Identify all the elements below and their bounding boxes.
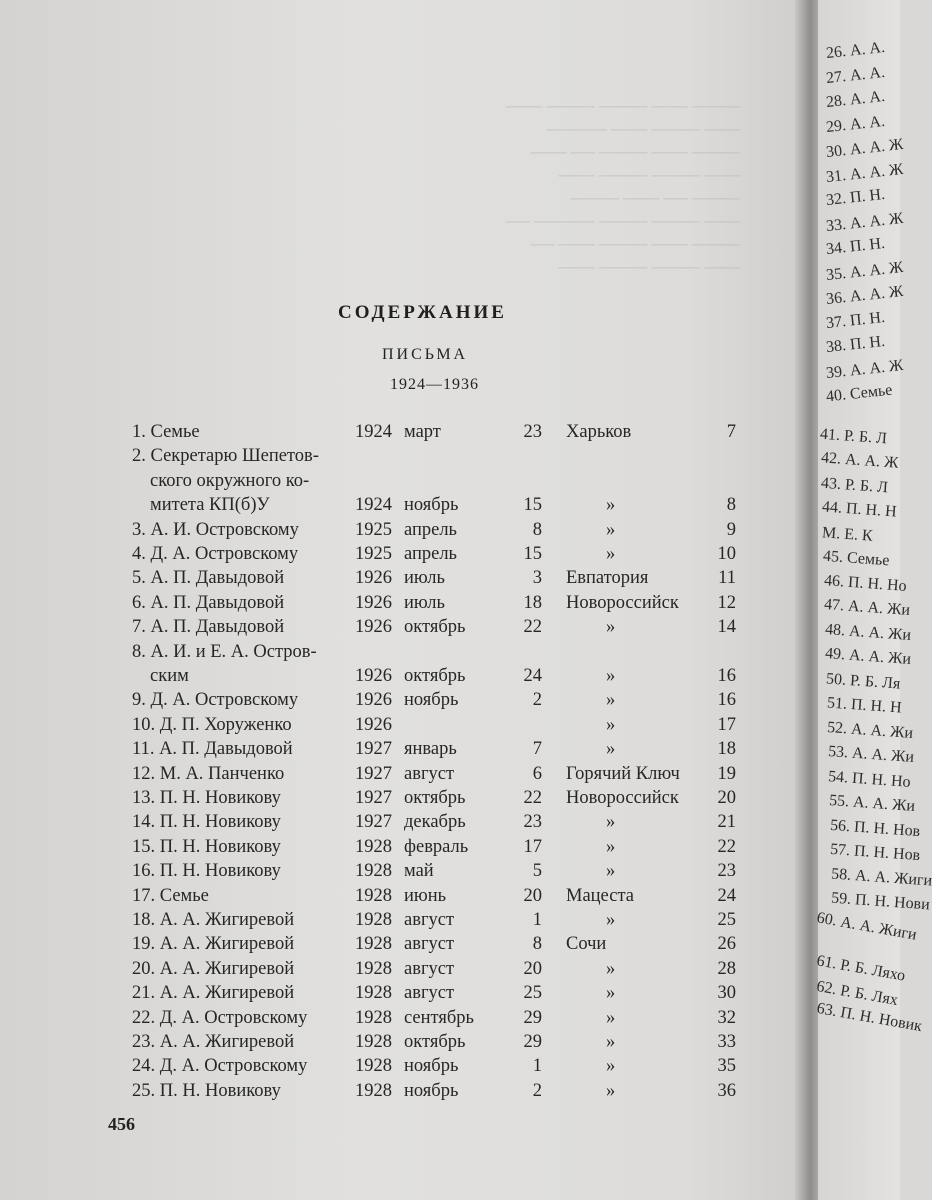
next-page-line: 41. Р. Б. Л <box>819 425 888 447</box>
toc-day: 20 <box>523 958 542 979</box>
toc-day: 15 <box>523 544 542 564</box>
bleed-line: ─── ──── ──── ───── ── <box>506 212 740 231</box>
toc-page: 21 <box>717 812 736 833</box>
toc-row <box>0 664 800 688</box>
toc-year: 1926 <box>355 592 392 613</box>
toc-month: март <box>404 422 441 442</box>
toc-year: 1926 <box>355 690 392 711</box>
bleed-line: ─── ──── ─── ───── <box>546 120 740 139</box>
toc-place: Сочи <box>566 934 607 955</box>
toc-month: апрель <box>404 544 457 564</box>
next-page-line: 53. А. А. Жи <box>827 743 915 766</box>
toc-month: август <box>404 983 455 1004</box>
toc-row <box>0 810 800 834</box>
toc-month: июль <box>404 592 445 613</box>
toc-recipient: 21. А. А. Жигиревой <box>132 983 295 1004</box>
toc-month: октябрь <box>404 666 466 686</box>
toc-page: 7 <box>726 422 736 442</box>
toc-month: июнь <box>404 885 447 906</box>
next-page-line: 31. А. А. Ж <box>825 160 905 186</box>
toc-year: 1928 <box>355 861 392 882</box>
toc-row <box>0 566 800 590</box>
toc-day: 1 <box>532 1056 542 1077</box>
toc-year: 1928 <box>355 910 392 930</box>
toc-year: 1926 <box>355 568 392 589</box>
toc-recipient: 4. Д. А. Островскому <box>132 544 299 564</box>
toc-day: 8 <box>532 519 542 540</box>
next-page-line: 40. Семье <box>825 381 894 406</box>
toc-page: 14 <box>717 617 736 638</box>
bleed-line: ──── ─── ──── ── ─── <box>530 143 740 162</box>
next-page-line: 26. А. А. <box>825 38 886 63</box>
toc-place: » <box>606 690 616 711</box>
next-page-line: М. Е. К <box>821 523 874 545</box>
toc-month: октябрь <box>404 788 466 808</box>
toc-row <box>0 835 800 859</box>
toc-day: 17 <box>523 836 542 857</box>
next-page-line: 38. П. Н. <box>825 332 886 357</box>
bleed-line: ──── ── ─── ──── <box>570 189 740 208</box>
toc-place: » <box>606 739 616 760</box>
toc-year: 1928 <box>355 885 392 906</box>
toc-month: ноябрь <box>404 690 459 711</box>
toc-row <box>0 932 800 956</box>
toc-day: 22 <box>523 788 542 808</box>
next-page-line: 47. А. А. Жи <box>823 596 911 619</box>
next-page-line: 39. А. А. Ж <box>825 356 905 382</box>
next-page-line: 44. П. Н. Н <box>821 498 898 521</box>
toc-recipient: 7. А. П. Давыдовой <box>132 617 285 638</box>
toc-year: 1928 <box>355 958 392 979</box>
toc-place: » <box>606 544 616 564</box>
toc-recipient: 14. П. Н. Новикову <box>132 812 281 833</box>
toc-row <box>0 1030 800 1054</box>
toc-month: ноябрь <box>404 495 459 516</box>
toc-place: » <box>606 495 616 516</box>
toc-place: Новороссийск <box>566 592 679 613</box>
next-page-line: 30. А. А. Ж <box>825 136 905 162</box>
toc-year: 1926 <box>355 666 392 686</box>
next-page-line: 42. А. А. Ж <box>820 449 899 472</box>
next-page-line: 36. А. А. Ж <box>825 283 905 309</box>
next-page-line: 51. П. Н. Н <box>826 694 902 717</box>
toc-page: 11 <box>718 568 736 589</box>
toc-month: октябрь <box>404 617 466 638</box>
toc-page: 20 <box>717 788 736 808</box>
bleed-line: ─── ──── ──── ─── <box>558 166 740 185</box>
next-page-line: 43. Р. Б. Л <box>820 474 889 496</box>
toc-row <box>0 1079 800 1103</box>
toc-day: 20 <box>523 885 542 906</box>
toc-day: 22 <box>523 617 542 638</box>
toc-page: 23 <box>717 861 736 882</box>
next-page-line: 62. Р. Б. Лях <box>815 977 900 1009</box>
toc-row <box>0 688 800 712</box>
toc-page: 16 <box>717 666 736 686</box>
toc-place: Евпатория <box>566 568 649 589</box>
toc-page: 25 <box>717 910 736 930</box>
next-page-line: 32. П. Н. <box>825 185 886 210</box>
next-page-line: 48. А. А. Жи <box>824 620 912 644</box>
toc-page: 28 <box>717 958 736 979</box>
toc-year: 1927 <box>355 763 392 784</box>
toc-page: 36 <box>717 1080 736 1101</box>
page-number: 456 <box>108 1114 135 1134</box>
toc-year: 1928 <box>355 934 392 955</box>
toc-recipient: 22. Д. А. Островскому <box>132 1007 308 1028</box>
toc-place: Горячий Ключ <box>566 763 680 784</box>
toc-row <box>0 1054 800 1078</box>
toc-place: » <box>606 861 616 882</box>
toc-recipient: 25. П. Н. Новикову <box>132 1080 281 1101</box>
toc-place: Мацеста <box>566 885 634 906</box>
toc-year: 1928 <box>355 983 392 1004</box>
next-page-line: 61. Р. Б. Ляхо <box>815 952 907 985</box>
next-page-line: 59. П. Н. Нови <box>830 889 931 914</box>
toc-month: август <box>404 910 455 930</box>
toc-place: » <box>606 1007 616 1028</box>
toc-row <box>0 493 800 517</box>
toc-month: февраль <box>404 836 469 857</box>
toc-recipient: 16. П. Н. Новикову <box>132 861 281 882</box>
next-page-line: 52. А. А. Жи <box>826 718 914 742</box>
toc-row <box>0 542 800 566</box>
next-page-line: 58. А. А. Жиги <box>830 864 932 890</box>
toc-row <box>0 444 800 468</box>
toc-day: 23 <box>523 422 542 442</box>
toc-row <box>0 420 800 444</box>
toc-row <box>0 591 800 615</box>
toc-year: 1928 <box>355 1056 392 1077</box>
bleed-line: ──── ─── ──── ──── ─── <box>506 97 740 116</box>
toc-day: 29 <box>523 1007 542 1028</box>
toc-place: » <box>606 1056 616 1077</box>
toc-month: апрель <box>404 519 457 540</box>
next-page-line: 37. П. Н. <box>825 308 886 332</box>
toc-day: 24 <box>523 666 542 686</box>
toc-year: 1925 <box>355 519 392 540</box>
next-page-line: 54. П. Н. Но <box>827 767 912 791</box>
toc-day: 15 <box>523 495 542 516</box>
toc-recipient: 15. П. Н. Новикову <box>132 836 281 857</box>
toc-page: 33 <box>717 1032 736 1052</box>
toc-recipient: 13. П. Н. Новикову <box>132 788 281 808</box>
toc-row <box>0 957 800 981</box>
next-page-line: 28. А. А. <box>825 87 886 112</box>
toc-row <box>0 786 800 810</box>
toc-place: » <box>606 812 616 833</box>
right-page <box>815 0 932 1200</box>
toc-recipient: ского окружного ко- <box>150 470 310 491</box>
toc-page: 24 <box>717 885 736 906</box>
toc-year: 1927 <box>355 788 392 808</box>
toc-year: 1925 <box>355 544 392 564</box>
toc-year: 1927 <box>355 739 392 760</box>
toc-month: май <box>404 861 434 882</box>
toc-page: 32 <box>717 1007 736 1028</box>
toc-year: 1926 <box>355 714 392 735</box>
toc-year: 1928 <box>355 836 392 857</box>
toc-year: 1928 <box>355 1080 392 1101</box>
toc-year: 1927 <box>355 812 392 833</box>
toc-day: 7 <box>532 739 542 760</box>
toc-day: 18 <box>523 592 542 613</box>
toc-page: 12 <box>717 592 736 613</box>
toc-row <box>0 859 800 883</box>
toc-day: 2 <box>532 1080 542 1101</box>
section-title: ПИСЬМА <box>382 346 469 363</box>
toc-recipient: 8. А. И. и Е. А. Остров- <box>132 641 317 662</box>
toc-day: 8 <box>532 934 542 955</box>
toc-recipient: ским <box>150 666 189 686</box>
toc-day: 1 <box>532 910 542 930</box>
toc-recipient: 10. Д. П. Хоруженко <box>132 714 292 735</box>
toc-page: 10 <box>717 544 736 564</box>
toc-row <box>0 981 800 1005</box>
toc-month: ноябрь <box>404 1056 459 1077</box>
toc-day: 6 <box>532 763 542 784</box>
toc-row <box>0 640 800 664</box>
toc-page: 17 <box>717 714 736 735</box>
toc-day: 3 <box>532 568 542 589</box>
toc-day: 29 <box>523 1032 542 1052</box>
toc-year: 1926 <box>355 617 392 638</box>
next-page-line: 55. А. А. Жи <box>828 792 916 815</box>
next-page-line: 45. Семье <box>822 547 891 570</box>
toc-month: декабрь <box>404 812 466 833</box>
toc-row <box>0 1006 800 1030</box>
toc-row <box>0 737 800 761</box>
toc-page: 8 <box>726 495 736 516</box>
toc-year: 1924 <box>355 422 392 442</box>
toc-page: 35 <box>717 1056 736 1077</box>
toc-recipient: 5. А. П. Давыдовой <box>132 568 285 589</box>
toc-recipient: митета КП(б)У <box>150 495 270 516</box>
toc-row <box>0 762 800 786</box>
toc-place: » <box>606 714 616 735</box>
toc-page: 18 <box>717 739 736 760</box>
toc-month: январь <box>404 739 457 760</box>
toc-recipient: 24. Д. А. Островскому <box>132 1056 308 1077</box>
toc-month: ноябрь <box>404 1080 459 1101</box>
toc-recipient: 19. А. А. Жигиревой <box>132 934 295 955</box>
toc-recipient: 18. А. А. Жигиревой <box>132 910 295 930</box>
next-page-line: 27. А. А. <box>825 63 886 87</box>
toc-place: Харьков <box>566 422 632 442</box>
toc-recipient: 11. А. П. Давыдовой <box>132 739 293 760</box>
toc-row <box>0 518 800 542</box>
toc-page: 16 <box>717 690 736 711</box>
section-years: 1924—1936 <box>390 376 479 393</box>
toc-place: » <box>606 666 616 686</box>
toc-year: 1924 <box>355 495 392 516</box>
toc-page: 9 <box>726 519 736 540</box>
next-page-line: 50. Р. Б. Ля <box>825 669 901 693</box>
bleed-line: ─── ──── ──── ─── <box>558 258 740 277</box>
toc-month: октябрь <box>404 1032 466 1052</box>
next-page-line: 29. А. А. <box>825 112 886 136</box>
toc-row <box>0 884 800 908</box>
next-page-line: 63. П. Н. Новик <box>815 999 924 1036</box>
toc-place: » <box>606 519 616 540</box>
toc-day: 2 <box>532 690 542 711</box>
toc-place: » <box>606 910 616 930</box>
toc-month: август <box>404 958 455 979</box>
toc-month: август <box>404 763 455 784</box>
toc-place: » <box>606 617 616 638</box>
page-title: СОДЕРЖАНИЕ <box>338 302 507 323</box>
toc-recipient: 6. А. П. Давыдовой <box>132 592 285 613</box>
next-page-line: 46. П. Н. Но <box>823 571 907 595</box>
toc-place: » <box>606 983 616 1004</box>
toc-year: 1928 <box>355 1032 392 1052</box>
toc-row <box>0 908 800 932</box>
next-page-line: 49. А. А. Жи <box>824 645 912 668</box>
next-page-line: 60. А. А. Жиги <box>815 908 918 944</box>
toc-day: 23 <box>523 812 542 833</box>
next-page-line: 56. П. Н. Нов <box>829 816 921 840</box>
toc-page: 19 <box>717 763 736 784</box>
toc-year: 1928 <box>355 1007 392 1028</box>
toc-row <box>0 469 800 493</box>
toc-recipient: 1. Семье <box>132 422 200 442</box>
toc-recipient: 3. А. И. Островскому <box>132 519 299 540</box>
toc-place: » <box>606 958 616 979</box>
next-page-line: 35. А. А. Ж <box>825 258 905 284</box>
toc-month: июль <box>404 568 445 589</box>
toc-place: » <box>606 1032 616 1052</box>
toc-page: 30 <box>717 983 736 1004</box>
toc-recipient: 12. М. А. Панченко <box>132 763 285 784</box>
toc-day: 25 <box>523 983 542 1004</box>
toc-row <box>0 615 800 639</box>
bleed-line: ──── ─── ──── ─── ── <box>530 235 740 254</box>
toc-row <box>0 713 800 737</box>
next-page-line: 34. П. Н. <box>825 234 886 259</box>
next-page-line: 33. А. А. Ж <box>825 209 905 235</box>
toc-page: 22 <box>717 836 736 857</box>
toc-recipient: 17. Семье <box>132 885 209 906</box>
next-page-line: 57. П. Н. Нов <box>829 840 921 865</box>
toc-recipient: 9. Д. А. Островскому <box>132 690 299 711</box>
toc-place: Новороссийск <box>566 788 679 808</box>
toc-recipient: 20. А. А. Жигиревой <box>132 958 295 979</box>
toc-place: » <box>606 836 616 857</box>
toc-recipient: 2. Секретарю Шепетов- <box>132 446 319 467</box>
toc-page: 26 <box>717 934 736 955</box>
toc-month: август <box>404 934 455 955</box>
toc-month: сентябрь <box>404 1007 474 1028</box>
toc-recipient: 23. А. А. Жигиревой <box>132 1032 295 1052</box>
toc-day: 5 <box>532 861 542 882</box>
toc-place: » <box>606 1080 616 1101</box>
